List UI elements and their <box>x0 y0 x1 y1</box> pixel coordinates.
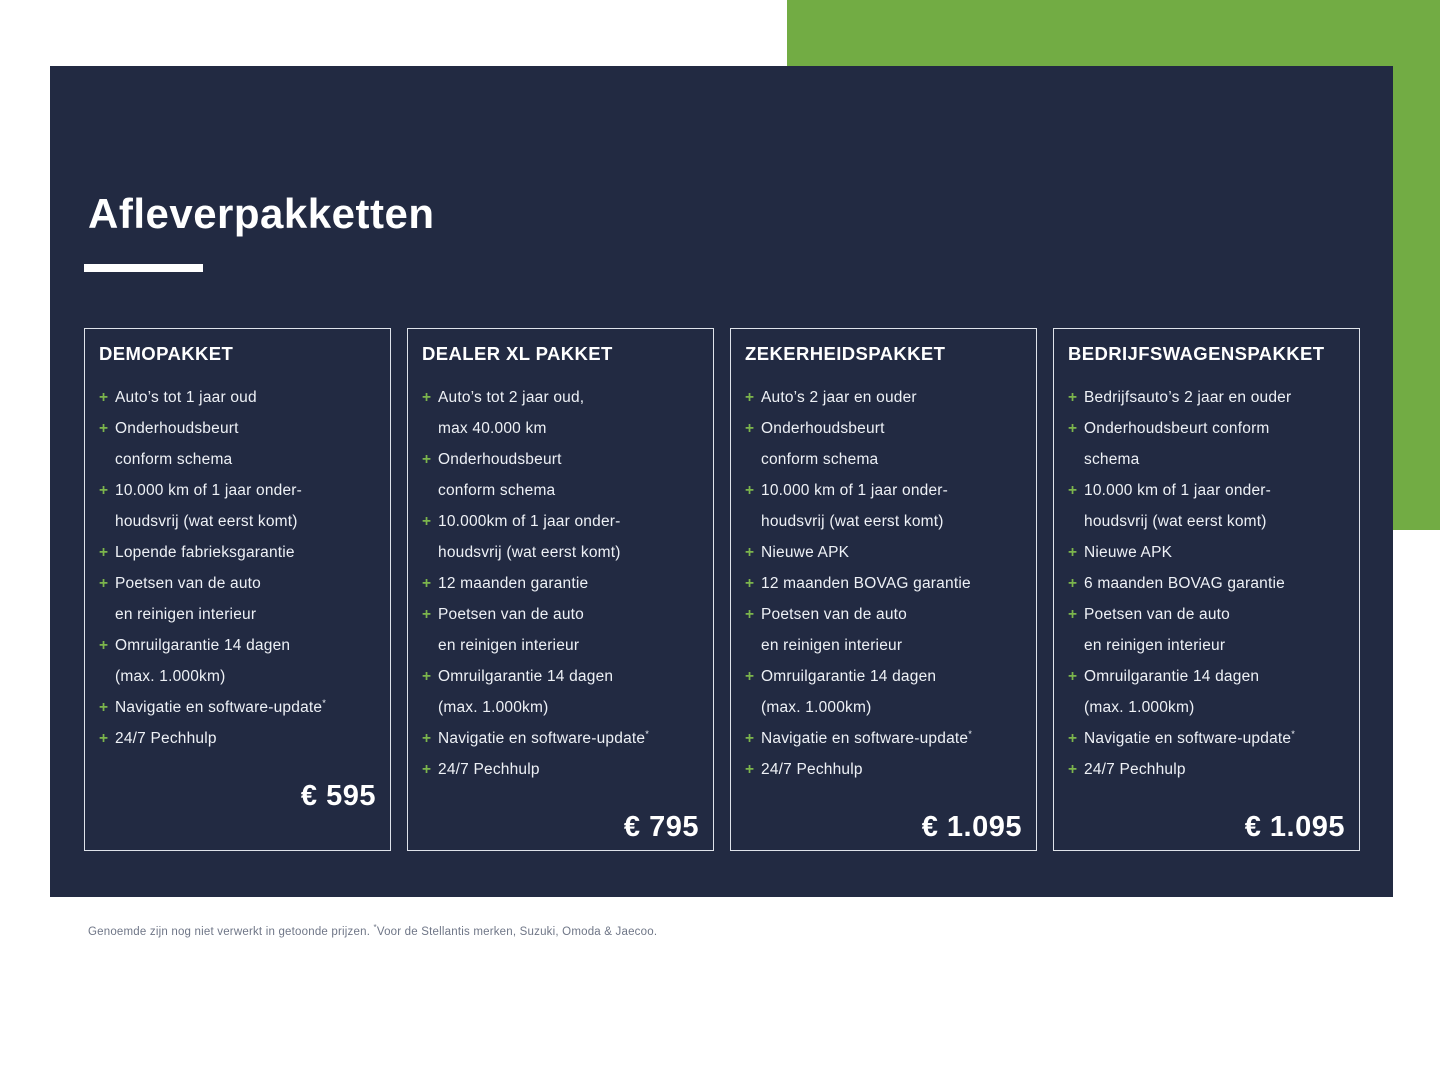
feature-item <box>745 537 1022 568</box>
plus-icon: + <box>99 699 109 716</box>
feature-lines <box>438 506 699 568</box>
feature-line: en reinigen interieur <box>115 606 257 623</box>
plus-icon: + <box>99 730 109 747</box>
packages-panel <box>50 66 1393 897</box>
feature-lines <box>1084 754 1345 785</box>
plus-icon: + <box>745 730 755 747</box>
plus-icon: + <box>1068 575 1078 592</box>
plus-icon: + <box>1068 482 1078 499</box>
feature-item <box>1068 537 1345 568</box>
package-feature-list <box>99 382 376 754</box>
package-title: ZEKERHEIDSPAKKET <box>745 343 946 364</box>
feature-line: Poetsen van de auto <box>761 606 907 623</box>
plus-icon: + <box>745 606 755 623</box>
plus-icon: + <box>745 544 755 561</box>
feature-item <box>745 475 1022 537</box>
feature-line: 10.000km of 1 jaar onder- <box>438 513 621 530</box>
footer-disclaimer <box>88 923 658 938</box>
feature-item <box>1068 754 1345 785</box>
feature-item <box>99 382 376 413</box>
feature-line: Auto’s 2 jaar en ouder <box>761 389 917 406</box>
package-card <box>84 328 391 851</box>
feature-line: 24/7 Pechhulp <box>1084 761 1186 778</box>
feature-line: houdsvrij (wat eerst komt) <box>438 544 621 561</box>
feature-lines <box>761 568 1022 599</box>
feature-lines <box>761 475 1022 537</box>
package-card <box>407 328 714 851</box>
feature-line: 12 maanden garantie <box>438 575 589 592</box>
feature-line: Poetsen van de auto <box>115 575 261 592</box>
plus-icon: + <box>99 389 109 406</box>
feature-lines <box>438 444 699 506</box>
package-card <box>730 328 1037 851</box>
feature-line: Auto’s tot 1 jaar oud <box>115 389 257 406</box>
footnote-asterisk: * <box>645 728 650 739</box>
plus-icon: + <box>1068 730 1078 747</box>
plus-icon: + <box>1068 544 1078 561</box>
feature-line: conform schema <box>115 451 233 468</box>
feature-item <box>422 444 699 506</box>
feature-lines <box>761 413 1022 475</box>
feature-line: 6 maanden BOVAG garantie <box>1084 575 1285 592</box>
feature-line: (max. 1.000km) <box>115 668 226 685</box>
feature-lines <box>438 568 699 599</box>
feature-line: Navigatie en software-update* <box>115 697 327 716</box>
feature-item <box>422 382 699 444</box>
plus-icon: + <box>1068 606 1078 623</box>
package-price: € 1.095 <box>1244 811 1345 843</box>
feature-item <box>422 723 699 754</box>
plus-icon: + <box>99 637 109 654</box>
feature-item <box>1068 599 1345 661</box>
feature-line: Omruilgarantie 14 dagen <box>761 668 937 685</box>
feature-line: Onderhoudsbeurt <box>115 420 239 437</box>
feature-line: houdsvrij (wat eerst komt) <box>115 513 298 530</box>
feature-item <box>99 630 376 692</box>
footer-disclaimer-footnote: Voor de Stellantis merken, Suzuki, Omoda & Jaecoo. <box>376 926 658 938</box>
feature-item <box>1068 475 1345 537</box>
feature-line: (max. 1.000km) <box>1084 699 1195 716</box>
plus-icon: + <box>99 544 109 561</box>
package-feature-list <box>1068 382 1345 785</box>
feature-line: conform schema <box>761 451 879 468</box>
feature-line: schema <box>1084 451 1140 468</box>
feature-item <box>745 754 1022 785</box>
plus-icon: + <box>422 389 432 406</box>
feature-lines <box>115 475 376 537</box>
feature-lines <box>115 537 376 568</box>
feature-item <box>99 413 376 475</box>
feature-item <box>1068 661 1345 723</box>
feature-line: Onderhoudsbeurt conform <box>1084 420 1270 437</box>
feature-lines <box>438 723 699 754</box>
feature-line: en reinigen interieur <box>1084 637 1226 654</box>
feature-line: Navigatie en software-update* <box>438 728 650 747</box>
feature-item <box>1068 413 1345 475</box>
page-title: Afleverpakketten <box>88 190 435 238</box>
feature-lines <box>761 754 1022 785</box>
feature-line: houdsvrij (wat eerst komt) <box>761 513 944 530</box>
package-price: € 1.095 <box>921 811 1022 843</box>
feature-item <box>745 723 1022 754</box>
feature-lines <box>1084 475 1345 537</box>
feature-line: 12 maanden BOVAG garantie <box>761 575 971 592</box>
package-title: DEMOPAKKET <box>99 343 234 364</box>
package-price: € 795 <box>623 811 699 843</box>
feature-item <box>99 723 376 754</box>
feature-lines <box>115 568 376 630</box>
feature-lines <box>115 382 376 413</box>
feature-item <box>745 413 1022 475</box>
feature-line: Navigatie en software-update* <box>1084 728 1296 747</box>
feature-lines <box>1084 382 1345 413</box>
plus-icon: + <box>745 575 755 592</box>
title-underline <box>84 264 203 272</box>
footnote-asterisk: * <box>322 697 327 708</box>
feature-line: en reinigen interieur <box>438 637 580 654</box>
feature-lines <box>115 723 376 754</box>
feature-item <box>1068 382 1345 413</box>
plus-icon: + <box>422 451 432 468</box>
feature-lines <box>1084 599 1345 661</box>
feature-lines <box>438 599 699 661</box>
feature-lines <box>1084 723 1345 754</box>
feature-line: Omruilgarantie 14 dagen <box>115 637 291 654</box>
feature-line: en reinigen interieur <box>761 637 903 654</box>
feature-line: Poetsen van de auto <box>438 606 584 623</box>
plus-icon: + <box>1068 420 1078 437</box>
feature-line: 10.000 km of 1 jaar onder- <box>761 482 948 499</box>
feature-lines <box>1084 661 1345 723</box>
feature-lines <box>1084 537 1345 568</box>
plus-icon: + <box>99 420 109 437</box>
feature-line: conform schema <box>438 482 556 499</box>
feature-line: 24/7 Pechhulp <box>761 761 863 778</box>
footnote-asterisk: * <box>1291 728 1296 739</box>
feature-line: Omruilgarantie 14 dagen <box>438 668 614 685</box>
plus-icon: + <box>422 730 432 747</box>
feature-item <box>745 599 1022 661</box>
feature-line: Nieuwe APK <box>1084 544 1173 561</box>
footer-disclaimer-text: Genoemde zijn nog niet verwerkt in getoonde prijzen. <box>88 926 374 938</box>
package-title: BEDRIJFSWAGENSPAKKET <box>1068 343 1325 364</box>
feature-lines <box>115 692 376 723</box>
feature-line: 10.000 km of 1 jaar onder- <box>1084 482 1271 499</box>
feature-line: (max. 1.000km) <box>438 699 549 716</box>
feature-line: Bedrijfsauto’s 2 jaar en ouder <box>1084 389 1292 406</box>
feature-line: Poetsen van de auto <box>1084 606 1230 623</box>
feature-line: 24/7 Pechhulp <box>115 730 217 747</box>
footnote-asterisk: * <box>968 728 973 739</box>
feature-lines <box>438 754 699 785</box>
feature-item <box>422 599 699 661</box>
package-price: € 595 <box>300 780 376 812</box>
feature-line: 10.000 km of 1 jaar onder- <box>115 482 302 499</box>
plus-icon: + <box>1068 761 1078 778</box>
package-cards-row <box>84 328 1360 851</box>
plus-icon: + <box>1068 389 1078 406</box>
feature-lines <box>1084 568 1345 599</box>
feature-item <box>745 382 1022 413</box>
feature-line: Onderhoudsbeurt <box>438 451 562 468</box>
feature-line: houdsvrij (wat eerst komt) <box>1084 513 1267 530</box>
feature-lines <box>438 382 699 444</box>
feature-item <box>1068 723 1345 754</box>
feature-lines <box>438 661 699 723</box>
feature-lines <box>761 382 1022 413</box>
feature-lines <box>1084 413 1345 475</box>
feature-line: 24/7 Pechhulp <box>438 761 540 778</box>
feature-item <box>745 661 1022 723</box>
plus-icon: + <box>422 513 432 530</box>
package-card <box>1053 328 1360 851</box>
feature-lines <box>115 630 376 692</box>
feature-lines <box>761 599 1022 661</box>
feature-item <box>422 661 699 723</box>
feature-line: Nieuwe APK <box>761 544 850 561</box>
package-feature-list <box>422 382 699 785</box>
feature-line: Navigatie en software-update* <box>761 728 973 747</box>
plus-icon: + <box>745 482 755 499</box>
feature-line: Lopende fabrieksgarantie <box>115 544 295 561</box>
plus-icon: + <box>99 482 109 499</box>
feature-line: Onderhoudsbeurt <box>761 420 885 437</box>
feature-lines <box>761 661 1022 723</box>
plus-icon: + <box>745 389 755 406</box>
plus-icon: + <box>745 761 755 778</box>
feature-item <box>422 754 699 785</box>
feature-line: (max. 1.000km) <box>761 699 872 716</box>
feature-item <box>99 475 376 537</box>
plus-icon: + <box>422 575 432 592</box>
feature-item <box>99 568 376 630</box>
feature-lines <box>761 723 1022 754</box>
feature-item <box>99 537 376 568</box>
feature-item <box>99 692 376 723</box>
feature-item <box>745 568 1022 599</box>
package-title: DEALER XL PAKKET <box>422 343 613 364</box>
feature-item <box>1068 568 1345 599</box>
plus-icon: + <box>99 575 109 592</box>
plus-icon: + <box>422 761 432 778</box>
feature-item <box>422 568 699 599</box>
plus-icon: + <box>1068 668 1078 685</box>
feature-line: Omruilgarantie 14 dagen <box>1084 668 1260 685</box>
package-feature-list <box>745 382 1022 785</box>
feature-item <box>422 506 699 568</box>
feature-lines <box>115 413 376 475</box>
plus-icon: + <box>422 668 432 685</box>
feature-lines <box>761 537 1022 568</box>
feature-line: Auto’s tot 2 jaar oud, <box>438 389 585 406</box>
plus-icon: + <box>745 668 755 685</box>
footnote-asterisk: * <box>373 923 377 933</box>
plus-icon: + <box>422 606 432 623</box>
plus-icon: + <box>745 420 755 437</box>
feature-line: max 40.000 km <box>438 420 547 437</box>
